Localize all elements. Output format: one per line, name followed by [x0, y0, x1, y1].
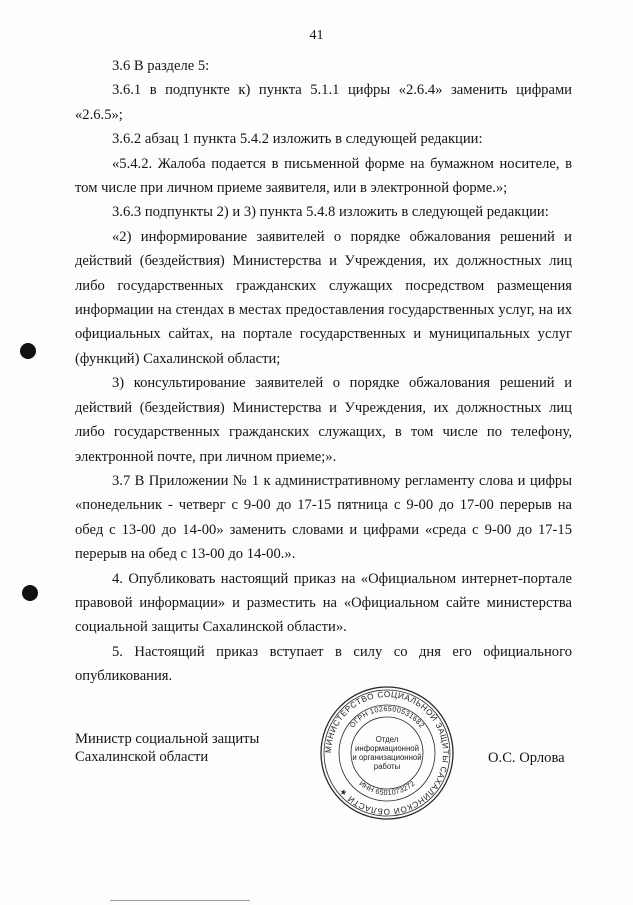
- paragraph: 3.6.2 абзац 1 пункта 5.4.2 изложить в следующей редакции:: [112, 131, 483, 148]
- official-stamp: [318, 684, 456, 822]
- document-body: [75, 54, 572, 689]
- paragraph: 3.7 В Приложении № 1 к административному регламенту слова и цифры «понедельник - четверг с 9-00 до 17-15 пятница с 9-00 до 17-00 перерыв на обед с 13-00 до 14-00» заменить словами и цифрами «среда с 9-00 до 17-15 перерыв на обед с 13-00 до 14-00.».: [75, 472, 572, 563]
- paragraph: 3.6 В разделе 5:: [112, 58, 210, 74]
- bottom-rule: [110, 900, 250, 901]
- stamp-center-line: работы: [373, 762, 401, 771]
- stamp-center-line: и организационной: [352, 753, 422, 762]
- stamp-outer-text: МИНИСТЕРСТВО СОЦИАЛЬНОЙ ЗАЩИТЫ САХАЛИНСКОЙ ОБЛАСТИ ★: [323, 689, 451, 817]
- paragraph: «5.4.2. Жалоба подается в письменной форме на бумажном носителе, в том числе при личном приеме заявителя, или в электронной форме.»;: [75, 155, 572, 197]
- signature-title-line: Сахалинской области: [75, 749, 209, 765]
- page-number: 41: [309, 28, 324, 43]
- punch-hole: [20, 343, 36, 359]
- stamp-center-line: Отдел: [375, 735, 399, 744]
- stamp-center: [318, 684, 456, 822]
- paragraph: 3.6.1 в подпункте к) пункта 5.1.1 цифры «2.6.4» заменить цифрами «2.6.5»;: [75, 82, 572, 123]
- paragraph: 3.6.3 подпункты 2) и 3) пункта 5.4.8 изложить в следующей редакции:: [112, 204, 549, 221]
- punch-hole: [22, 585, 38, 601]
- paragraph: 3) консультирование заявителей о порядке обжалования решений и действий (бездействия) Министерства и Учреждения, их должностных лиц либо государственных гражданских служащих, в том числе по телефону, электронной почте, при личном приеме;».: [75, 375, 572, 465]
- signature-title-line: Министр социальной защиты: [75, 731, 260, 747]
- stamp-ogrn: ОГРН 1026500531682: [347, 703, 427, 730]
- paragraph: 5. Настоящий приказ вступает в силу со дня его официального опубликования.: [75, 643, 572, 685]
- paragraph: «2) информирование заявителей о порядке обжалования решений и действий (бездействия) Министерства и Учреждения, их должностных лиц либо государственных гражданских служащих посредством размещения информации на стендах в местах предоставления государственных услуг, на их официальных сайтах, на портале государственных и муниципальных услуг (функций) Сахалинской области;: [75, 228, 572, 367]
- paragraph: 4. Опубликовать настоящий приказ на «Официальном интернет-портале правовой информации» и разместить на «Официальном сайте министерства социальной защиты Сахалинской области».: [75, 570, 572, 636]
- signature-title: [75, 730, 275, 766]
- signatory-name: О.С. Орлова: [488, 750, 565, 766]
- stamp-center-line: информационной: [355, 744, 419, 753]
- stamp-inn: ИНН 6501073272: [357, 778, 417, 798]
